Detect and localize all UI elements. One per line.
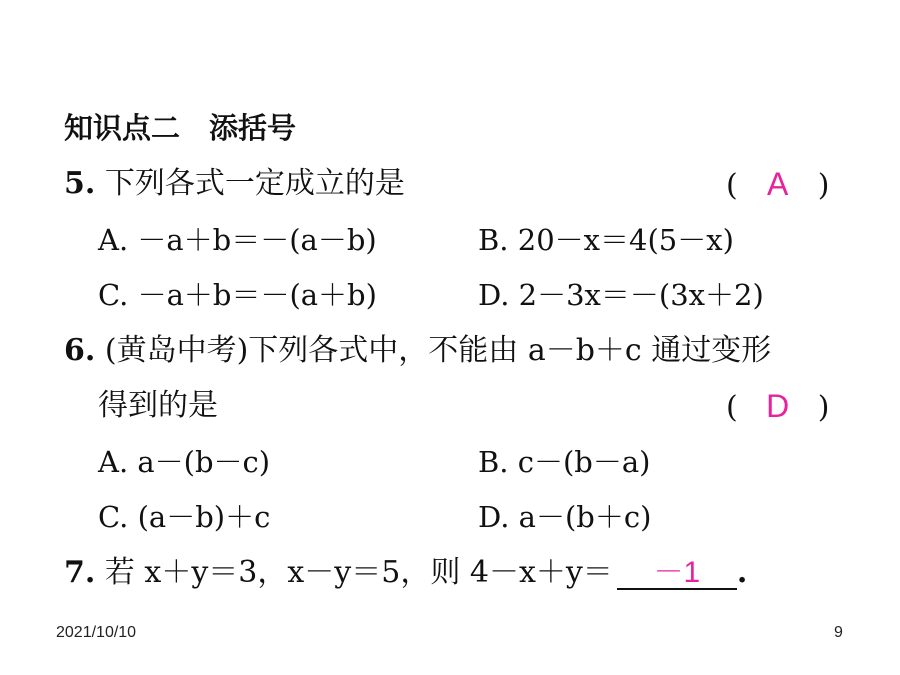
question-6-stem-continued: 得到的是 [98, 388, 218, 423]
question-5-stem-line [64, 166, 405, 202]
question-7-period: . [736, 555, 748, 590]
footer-page-number: 9 [834, 624, 843, 641]
question-5-number: 5. [64, 166, 96, 201]
question-7-stem: 若 x＋y＝3，x－y＝5，则 4－x＋y＝ [104, 555, 613, 590]
question-6-stem-line [64, 333, 771, 369]
question-6-option-c: C. (a－b)＋c [98, 500, 271, 534]
question-7-line [64, 555, 747, 591]
question-6-option-b: B. c－(b－a) [478, 445, 651, 479]
question-6-option-a: A. a－(b－c) [98, 445, 271, 479]
question-5-answer: A [767, 166, 789, 202]
question-6-number: 6. [64, 333, 96, 368]
question-7-answer-blank [617, 558, 737, 590]
paren-close: ) [817, 390, 830, 425]
section-heading: 知识点二 添括号 [64, 111, 297, 145]
question-6-answer: D [766, 388, 790, 424]
question-6-answer-bracket [726, 388, 829, 426]
question-5-option-c: C. －a＋b＝－(a＋b) [98, 278, 377, 312]
question-5-option-a: A. －a＋b＝－(a－b) [98, 223, 377, 257]
question-6-option-d: D. a－(b＋c) [478, 500, 652, 534]
question-5-answer-bracket [726, 166, 829, 204]
footer-date: 2021/10/10 [56, 624, 137, 641]
question-6-stem: (黄岛中考)下列各式中，不能由 a－b＋c 通过变形 [104, 333, 772, 368]
question-7-answer: －1 [653, 556, 701, 589]
question-5-option-b: B. 20－x＝4(5－x) [478, 223, 734, 257]
paren-close: ) [817, 168, 830, 203]
question-5-option-d: D. 2－3x＝－(3x＋2) [478, 278, 764, 312]
paren-open: ( [726, 390, 738, 425]
question-7-number: 7. [64, 555, 96, 590]
question-5-stem: 下列各式一定成立的是 [104, 166, 405, 201]
paren-open: ( [726, 168, 738, 203]
